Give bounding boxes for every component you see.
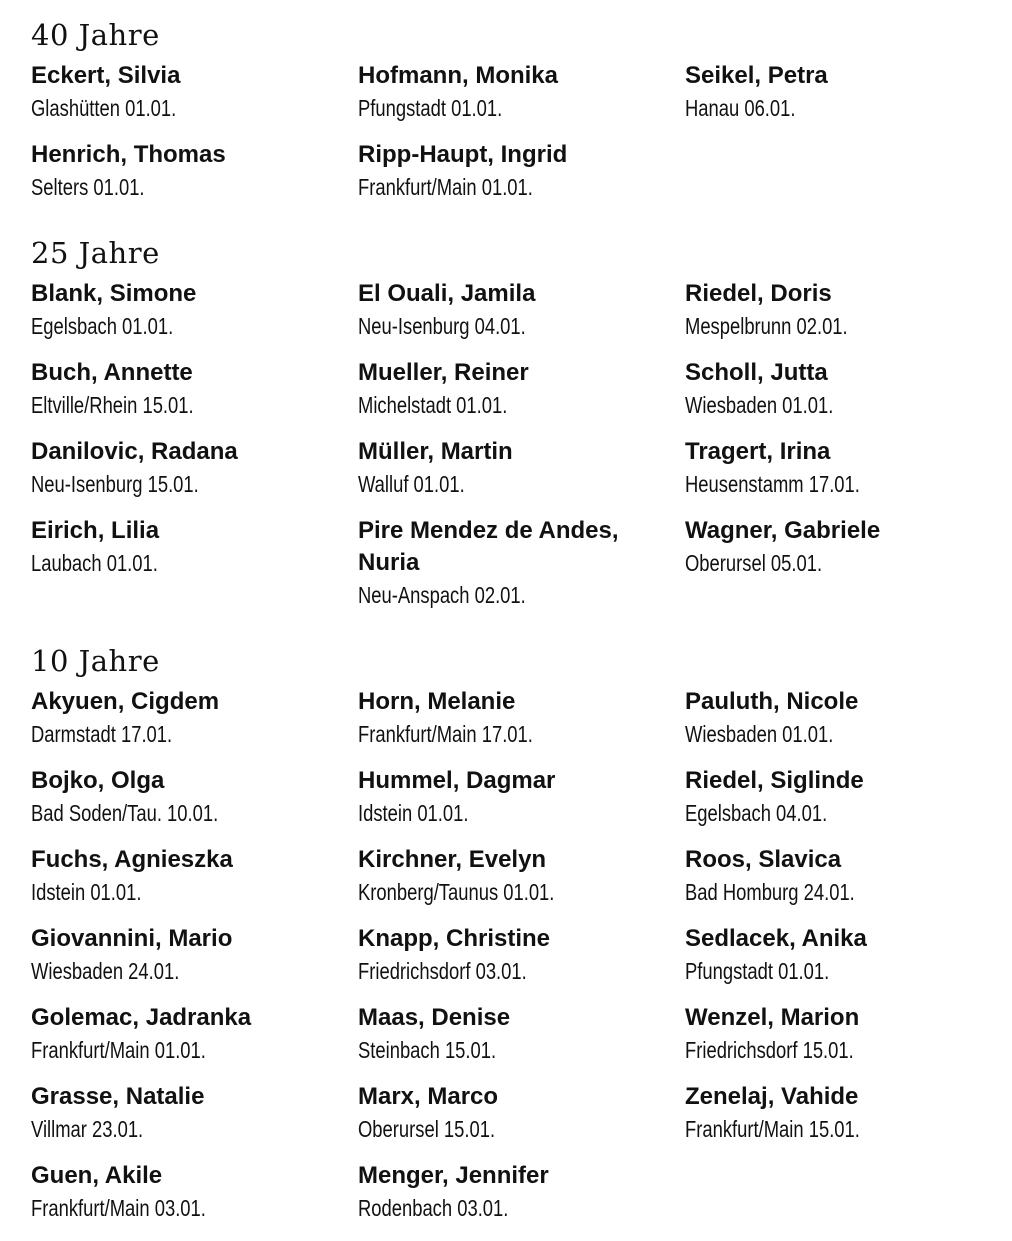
list-item (31, 515, 331, 579)
list-item (31, 139, 331, 203)
place-and-date: Pfungstadt 01.01. (685, 958, 830, 984)
person-name: Menger, Jennifer (358, 1162, 549, 1189)
list-item (358, 923, 658, 987)
person-name: Grasse, Natalie (31, 1083, 205, 1110)
list-item (358, 139, 658, 203)
place-and-date: Wiesbaden 24.01. (31, 958, 180, 984)
place-and-date: Neu-Anspach 02.01. (358, 582, 526, 608)
place-and-date: Frankfurt/Main 01.01. (31, 1037, 206, 1063)
person-name: Fuchs, Agnieszka (31, 846, 233, 873)
person-name: Ripp-Haupt, Ingrid (358, 141, 568, 168)
place-and-date: Neu-Isenburg 15.01. (31, 471, 199, 497)
place-and-date: Wiesbaden 01.01. (685, 721, 834, 747)
list-item (358, 1160, 658, 1224)
person-name: Zenelaj, Vahide (685, 1083, 859, 1110)
place-and-date: Egelsbach 01.01. (31, 313, 174, 339)
list-item (685, 357, 985, 421)
list-item (358, 1002, 658, 1066)
list-item (358, 844, 658, 908)
person-name: Akyuen, Cigdem (31, 688, 220, 715)
list-item (685, 60, 985, 124)
person-name: Guen, Akile (31, 1162, 163, 1189)
place-and-date: Wiesbaden 01.01. (685, 392, 834, 418)
person-name: Riedel, Siglinde (685, 767, 864, 794)
person-name: Buch, Annette (31, 359, 193, 386)
list-item (358, 686, 658, 750)
person-name: Müller, Martin (358, 438, 513, 465)
place-and-date: Friedrichsdorf 15.01. (685, 1037, 854, 1063)
place-and-date: Kronberg/Taunus 01.01. (358, 879, 555, 905)
list-item (31, 923, 331, 987)
place-and-date: Pfungstadt 01.01. (358, 95, 503, 121)
place-and-date: Walluf 01.01. (358, 471, 465, 497)
person-name: Knapp, Christine (358, 925, 551, 952)
list-item (358, 278, 658, 342)
place-and-date: Frankfurt/Main 01.01. (358, 174, 533, 200)
list-item (31, 1081, 331, 1145)
person-name: Seikel, Petra (685, 62, 828, 89)
list-item (31, 436, 331, 500)
list-item (31, 844, 331, 908)
list-item (685, 278, 985, 342)
place-and-date: Laubach 01.01. (31, 550, 158, 576)
list-item (685, 436, 985, 500)
list-item (31, 765, 331, 829)
list-item (358, 357, 658, 421)
place-and-date: Frankfurt/Main 17.01. (358, 721, 533, 747)
person-name-continued: Nuria (358, 549, 420, 576)
place-and-date: Frankfurt/Main 15.01. (685, 1116, 860, 1142)
place-and-date: Friedrichsdorf 03.01. (358, 958, 527, 984)
list-item (685, 844, 985, 908)
list-item (685, 1002, 985, 1066)
person-name: Golemac, Jadranka (31, 1004, 252, 1031)
place-and-date: Neu-Isenburg 04.01. (358, 313, 526, 339)
place-and-date: Steinbach 15.01. (358, 1037, 497, 1063)
section-heading: 10 Jahre (31, 644, 160, 678)
person-name: Pauluth, Nicole (685, 688, 859, 715)
person-name: Hummel, Dagmar (358, 767, 556, 794)
place-and-date: Mespelbrunn 02.01. (685, 313, 848, 339)
list-item (685, 923, 985, 987)
person-name: Eirich, Lilia (31, 517, 160, 544)
place-and-date: Oberursel 05.01. (685, 550, 823, 576)
place-and-date: Hanau 06.01. (685, 95, 796, 121)
place-and-date: Oberursel 15.01. (358, 1116, 496, 1142)
place-and-date: Idstein 01.01. (31, 879, 142, 905)
list-item (358, 1081, 658, 1145)
list-item (685, 765, 985, 829)
person-name: Henrich, Thomas (31, 141, 226, 168)
place-and-date: Heusenstamm 17.01. (685, 471, 860, 497)
person-name: Mueller, Reiner (358, 359, 529, 386)
place-and-date: Frankfurt/Main 03.01. (31, 1195, 206, 1221)
person-name: Sedlacek, Anika (685, 925, 867, 952)
person-name: Marx, Marco (358, 1083, 499, 1110)
list-item (358, 515, 658, 611)
list-item (685, 515, 985, 579)
place-and-date: Egelsbach 04.01. (685, 800, 828, 826)
person-name: Eckert, Silvia (31, 62, 181, 89)
person-name: Danilovic, Radana (31, 438, 238, 465)
place-and-date: Eltville/Rhein 15.01. (31, 392, 194, 418)
place-and-date: Bad Soden/Tau. 10.01. (31, 800, 219, 826)
list-item (31, 60, 331, 124)
person-name: Kirchner, Evelyn (358, 846, 547, 873)
section-heading: 25 Jahre (31, 236, 160, 270)
list-item (685, 1081, 985, 1145)
person-name: El Ouali, Jamila (358, 280, 536, 307)
person-name: Hofmann, Monika (358, 62, 559, 89)
place-and-date: Villmar 23.01. (31, 1116, 144, 1142)
person-name: Scholl, Jutta (685, 359, 828, 386)
place-and-date: Glashütten 01.01. (31, 95, 177, 121)
person-name: Tragert, Irina (685, 438, 831, 465)
place-and-date: Selters 01.01. (31, 174, 145, 200)
person-name: Riedel, Doris (685, 280, 832, 307)
person-name: Maas, Denise (358, 1004, 511, 1031)
section-heading: 40 Jahre (31, 18, 160, 52)
list-item (31, 278, 331, 342)
list-item (31, 1160, 331, 1224)
person-name: Horn, Melanie (358, 688, 516, 715)
place-and-date: Rodenbach 03.01. (358, 1195, 509, 1221)
person-name: Roos, Slavica (685, 846, 842, 873)
place-and-date: Bad Homburg 24.01. (685, 879, 855, 905)
list-item (31, 686, 331, 750)
place-and-date: Darmstadt 17.01. (31, 721, 173, 747)
person-name: Wagner, Gabriele (685, 517, 881, 544)
person-name: Bojko, Olga (31, 767, 165, 794)
person-name: Wenzel, Marion (685, 1004, 860, 1031)
person-name: Blank, Simone (31, 280, 197, 307)
person-name: Giovannini, Mario (31, 925, 233, 952)
list-item (358, 765, 658, 829)
place-and-date: Idstein 01.01. (358, 800, 469, 826)
list-item (31, 1002, 331, 1066)
place-and-date: Michelstadt 01.01. (358, 392, 508, 418)
list-item (31, 357, 331, 421)
list-item (358, 436, 658, 500)
list-item (685, 686, 985, 750)
person-name: Pire Mendez de Andes, (358, 517, 619, 544)
list-item (358, 60, 658, 124)
